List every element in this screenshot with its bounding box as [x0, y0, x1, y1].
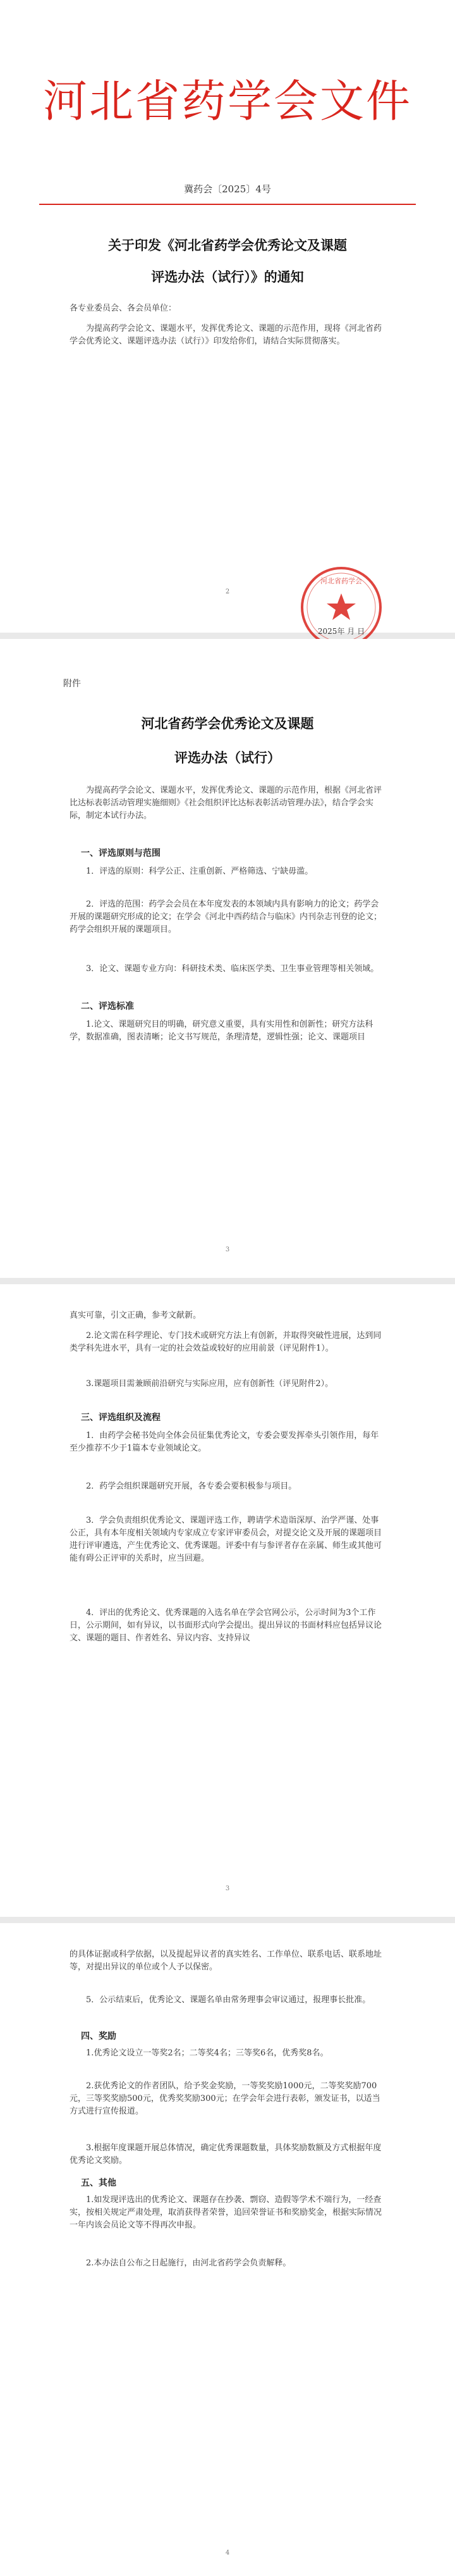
section-2-para-3: 3.课题项目需兼顾前沿研究与实际应用，应有创新性（评见附件2）。	[86, 1379, 334, 1389]
section-4-heading: 四、奖励	[81, 2031, 116, 2041]
page-number: 4	[225, 2549, 230, 2556]
section-1-heading: 一、评选原则与范围	[81, 848, 161, 858]
notice-title-line-1: 关于印发《河北省药学会优秀论文及课题	[108, 237, 347, 253]
section-3-heading: 三、评选组织及流程	[81, 1413, 161, 1423]
section-2-para-1: 1.论文、课题研究目的明确，研究意义重要，具有实用性和创新性；研究方法科学，数据准确，图表清晰；论文书写规范，条理清楚，逻辑性强；论文、课题项目	[70, 1020, 373, 1042]
document-header-title: 河北省药学会文件	[43, 75, 412, 127]
notice-title-line-2: 评选办法（试行）》的通知	[151, 269, 304, 285]
section-3-para-2: 2．药学会组织课题研究开展，各专委会要积极参与项目。	[86, 1482, 297, 1491]
section-4-para-2: 2.获优秀论文的作者团队，给予奖金奖励，一等奖奖励1000元，二等奖奖励700元，三等奖奖励500元，优秀奖奖励300元；在学会年会进行表彰，颁发证书，以适当方式进行宣传报道。	[70, 2081, 380, 2116]
section-1-para-1: 1．评选的原则：科学公正、注重创新、严格筛选、宁缺毋滥。	[86, 867, 313, 876]
seal-date-text: 2025年 月 日	[317, 627, 365, 636]
page-1	[0, 0, 455, 633]
document-number: 冀药会〔2025〕4号	[184, 183, 271, 195]
red-divider-line	[39, 204, 416, 205]
page-number: 3	[225, 1246, 230, 1253]
official-seal	[297, 563, 385, 652]
section-3-para-3: 3．学会负责组织优秀论文、课题评选工作，聘请学术造诣深厚、治学严谨、处事公正，具有本年度相关领域内专家成立专家评审委员会，对提交论文及开展的课题项目进行评审遴选，产生优秀论文、优秀课题。评委中有与参评者存在亲属、师生或其他可能有碍公正评审的关系时，应当回避。	[70, 1516, 382, 1563]
section-4-para-3: 3.根据年度课题开展总体情况，确定优秀课题数量，具体奖励数额及方式根据年度优秀论文奖励。	[70, 2143, 382, 2165]
section-2-heading: 二、评选标准	[81, 1001, 134, 1012]
rules-intro: 为提高药学会论文、课题水平，发挥优秀论文、课题的示范作用，根据《河北省评比达标表彰活动管理实施细则》《社会组织评比达标表彰活动管理办法》，结合学会实际，制定本试行办法。	[70, 786, 382, 820]
seal-org-text: 河北省药学会	[320, 577, 362, 585]
rules-title-line-1: 河北省药学会优秀论文及课题	[141, 715, 314, 731]
section-3-para-4: 4．评出的优秀论文、优秀课题的入选名单在学会官网公示，公示时间为3个工作日，公示期间，如有异议，以书面形式向学会提出。提出异议的书面材料应包括异议论文、课题的题目、作者姓名、异议内容、支持异议	[70, 1608, 382, 1643]
section-3-para-1: 1．由药学会秘书处向全体会员征集优秀论文，专委会要发挥牵头引领作用，每年至少推荐不少于1篇本专业领域论文。	[70, 1431, 379, 1453]
section-2-para-1-cont: 真实可靠，引文正确，参考文献新。	[70, 1311, 202, 1320]
section-5-para-2: 2.本办法自公布之日起施行，由河北省药学会负责解释。	[86, 2258, 291, 2268]
section-5-para-1: 1.如发现评选出的优秀论文、课题存在抄袭、剽窃、造假等学术不端行为，一经查实，按相关规定严肃处理，取消获得者荣誉，追回荣誉证书和奖励奖金，根据实际情况一年内该会员论文等不得再次申报。	[70, 2195, 382, 2230]
salutation: 各专业委员会、各会员单位：	[70, 304, 177, 313]
section-3-para-4-cont: 的具体证据或科学依据，以及提起异议者的真实姓名、工作单位、联系电话、联系地址等，对提出异议的单位或个人予以保密。	[70, 1950, 382, 1972]
notice-body: 为提高药学会论文、课题水平，发挥优秀论文、课题的示范作用，现将《河北省药学会优秀论文、课题评选办法（试行）》印发给你们，请结合实际贯彻落实。	[70, 324, 382, 346]
page-number: 3	[225, 1885, 230, 1892]
section-3-para-5: 5．公示结束后，优秀论文、课题名单由常务理事会审议通过，报理事长批准。	[86, 1995, 371, 2005]
page-number: 2	[225, 588, 230, 595]
section-1-para-3: 3．论文、课题专业方向：科研技术类、临床医学类、卫生事业管理等相关领域。	[86, 964, 379, 974]
attachment-label: 附件	[63, 679, 81, 689]
section-5-heading: 五、其他	[81, 2178, 116, 2188]
section-1-para-2: 2．评选的范围：药学会会员在本年度发表的本领域内具有影响力的论文；药学会开展的课题研究形成的论文；在学会《河北中西药结合与临床》内刊杂志刊登的论文；药学会组织开展的课题项目。	[70, 900, 382, 934]
section-2-para-2: 2.论文需在科学理论、专门技术或研究方法上有创新，并取得突破性进展，达到同类学科先进水平，具有一定的社会效益或较好的应用前景（评见附件1）。	[70, 1331, 382, 1353]
rules-title-line-2: 评选办法（试行）	[174, 750, 281, 765]
page-3	[0, 1284, 455, 1917]
section-4-para-1: 1.优秀论文设立一等奖2名；二等奖4名；三等奖6名，优秀奖8名。	[86, 2048, 329, 2058]
page-2	[0, 639, 455, 1278]
page-4	[0, 1923, 455, 2576]
